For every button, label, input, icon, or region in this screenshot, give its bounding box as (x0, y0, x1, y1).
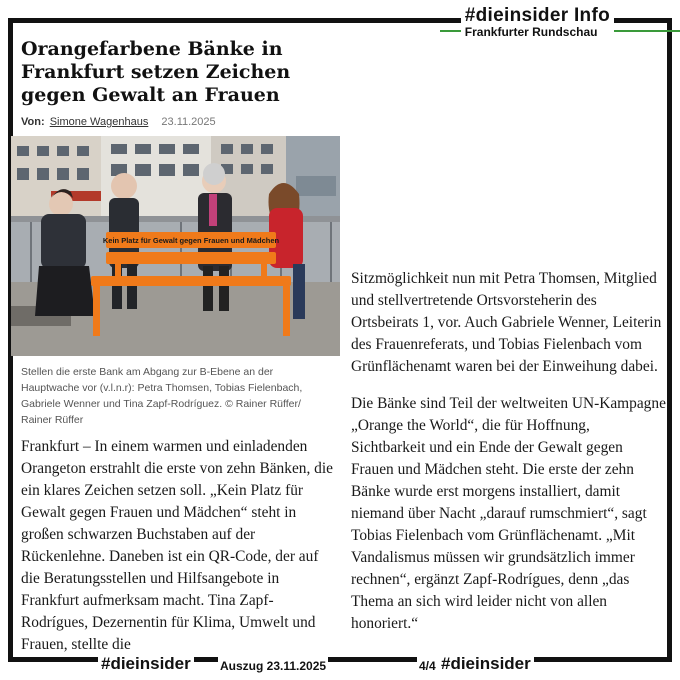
article-body-right (351, 268, 666, 635)
article-title: Orangefarbene Bänke in Frankfurt setzen Zeichen gegen Gewalt an Frauen (21, 38, 291, 106)
byline (21, 116, 216, 128)
author-link[interactable]: Simone Wagenhaus (49, 116, 149, 128)
page-number: 4/4 (417, 655, 438, 677)
body-paragraph: Frankfurt – In einem warmen und einladenden Orangeton erstrahlt die erste von zehn Bänken, die ein klares Zeichen setzen soll. „Kein Platz für Gewalt gegen Frauen und Mädchen“ steht in großen schwarzen Buchstaben auf der Rückenlehne. Daneben ist ein QR-Code, der auf die Beratungsstellen und Hilfsangebote in Frankfurt aufmerksam macht. Tina Zapf-Rodrígues, Dezernentin für Klima, Umwelt und Frauen, stellte die (21, 438, 333, 653)
brand-header (461, 6, 614, 38)
footer-excerpt: Auszug 23.11.2025 (218, 655, 328, 677)
publication-name: Frankfurter Rundschau (464, 25, 598, 39)
byline-prefix: Von: (21, 116, 45, 128)
page-footer (0, 652, 680, 678)
svg-text:Kein Platz für Gewalt gegen Fr: Kein Platz für Gewalt gegen Frauen und Mädchen (102, 236, 280, 245)
footer-tag-right: #dieinsider (438, 653, 534, 675)
body-paragraph: Sitzmöglichkeit nun mit Petra Thomsen, Mitglied und stellvertretende Ortsvorsteherin des Ortsbeirats 1, vor. Auch Gabriele Wenner, Leiterin des Frauenreferats, und Tobias Fielenbach vom Grünflächenamt waren bei der Einweihung dabei. (351, 270, 662, 375)
article-body-left (21, 436, 339, 656)
body-paragraph: Die Bänke sind Teil der weltweiten UN-Kampagne „Orange the World“, die für Hoffnung, Sichtbarkeit und ein Ende der Gewalt gegen Frauen und Mädchen steht. Die erste der zehn Bänke wurde erst morgens installiert, damit niemand über Nacht „darauf rumschmiert“, sagt Tobias Fielenbach vom Grünflächenamt. „Mit Vandalismus müssen wir grundsätzlich immer rechnen“, ergänzt Zapf-Rodrígues, denn „das Thema an sich wird leider nicht von allen honoriert.“ (351, 395, 666, 632)
publish-date: 23.11.2025 (161, 116, 216, 128)
photo-caption: Stellen die erste Bank am Abgang zur B-Ebene an der Hauptwache vor (v.l.n.r): Petra Thomsen, Tobias Fielenbach, Gabriele Wenner und Tina Zapf-Rodríguez. © Rainer Rüffer/ Rainer Rüffer (21, 366, 303, 426)
brand-name: #dieinsider Info (464, 5, 610, 26)
footer-tag-left: #dieinsider (98, 653, 194, 675)
article-photo (11, 136, 340, 356)
